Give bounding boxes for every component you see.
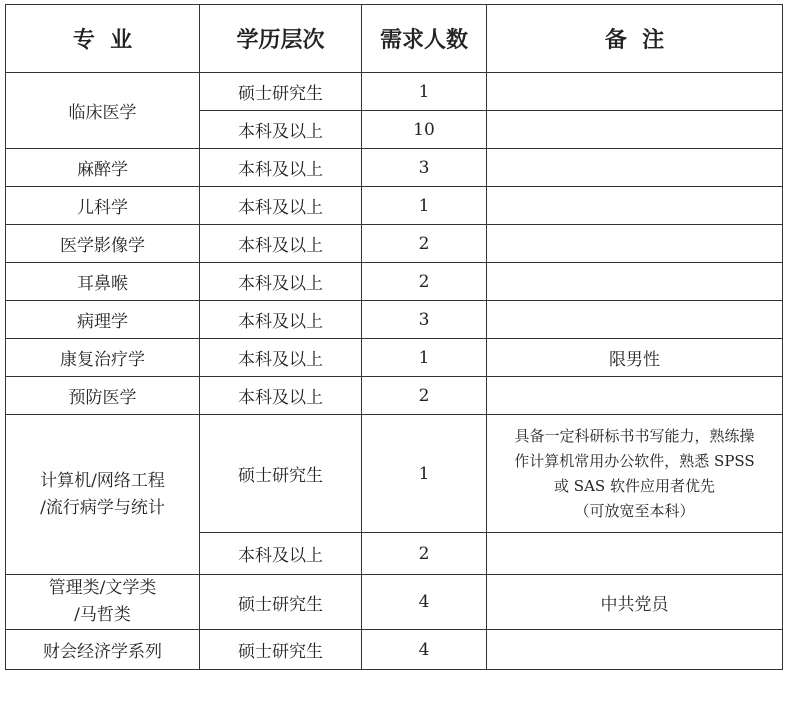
- note-line: 具备一定科研标书书写能力，熟练操: [514, 426, 755, 445]
- recruitment-table: [5, 4, 783, 670]
- table-row: [6, 263, 783, 301]
- count-cell: 1: [362, 339, 487, 377]
- major-cell: 医学影像学: [6, 225, 200, 263]
- major-line: /马哲类: [74, 605, 131, 625]
- major-cell: 临床医学: [6, 73, 200, 149]
- major-cell: 预防医学: [6, 377, 200, 415]
- table-row: [6, 339, 783, 377]
- level-cell: 本科及以上: [200, 533, 362, 575]
- count-cell: 2: [362, 533, 487, 575]
- table-row: [6, 301, 783, 339]
- level-cell: 本科及以上: [200, 263, 362, 301]
- header-level: 学历层次: [200, 5, 362, 73]
- major-cell: [6, 415, 200, 575]
- level-cell: 本科及以上: [200, 339, 362, 377]
- count-cell: 3: [362, 149, 487, 187]
- table-row: [6, 187, 783, 225]
- count-cell: 1: [362, 73, 487, 111]
- major-cell: 病理学: [6, 301, 200, 339]
- count-cell: 2: [362, 263, 487, 301]
- level-cell: 本科及以上: [200, 377, 362, 415]
- note-cell: [487, 301, 783, 339]
- table-row: [6, 149, 783, 187]
- header-count: 需求人数: [362, 5, 487, 73]
- major-cell: 麻醉学: [6, 149, 200, 187]
- table-row: [6, 630, 783, 670]
- major-cell: 财会经济学系列: [6, 630, 200, 670]
- note-line: （可放宽至本科）: [574, 501, 695, 520]
- major-line: /流行病学与统计: [40, 497, 165, 518]
- count-cell: 2: [362, 377, 487, 415]
- header-row: [6, 5, 783, 73]
- count-cell: 10: [362, 111, 487, 149]
- level-cell: 硕士研究生: [200, 575, 362, 630]
- count-cell: 2: [362, 225, 487, 263]
- note-cell: [487, 73, 783, 111]
- note-cell: [487, 377, 783, 415]
- major-cell: [6, 575, 200, 630]
- note-cell: [487, 149, 783, 187]
- note-cell: [487, 187, 783, 225]
- table-row: [6, 73, 783, 111]
- note-cell: [487, 225, 783, 263]
- level-cell: 本科及以上: [200, 301, 362, 339]
- note-cell: [487, 630, 783, 670]
- header-note: 备 注: [487, 5, 783, 73]
- note-cell: [487, 415, 783, 533]
- level-cell: 本科及以上: [200, 149, 362, 187]
- table-row: [6, 225, 783, 263]
- major-cell: 儿科学: [6, 187, 200, 225]
- count-cell: 1: [362, 415, 487, 533]
- major-cell: 耳鼻喉: [6, 263, 200, 301]
- note-cell: [487, 263, 783, 301]
- note-line: 或 SAS 软件应用者优先: [554, 476, 715, 495]
- count-cell: 4: [362, 630, 487, 670]
- level-cell: 硕士研究生: [200, 415, 362, 533]
- count-cell: 1: [362, 187, 487, 225]
- table-row: [6, 415, 783, 533]
- header-major: 专 业: [6, 5, 200, 73]
- level-cell: 硕士研究生: [200, 73, 362, 111]
- note-line: 作计算机常用办公软件，熟悉 SPSS: [514, 451, 755, 470]
- major-line: 计算机/网络工程: [40, 470, 165, 491]
- table-row: [6, 377, 783, 415]
- major-line: 管理类/文学类: [48, 578, 157, 598]
- level-cell: 本科及以上: [200, 111, 362, 149]
- level-cell: 硕士研究生: [200, 630, 362, 670]
- level-cell: 本科及以上: [200, 187, 362, 225]
- count-cell: 4: [362, 575, 487, 630]
- table-row: [6, 575, 783, 630]
- note-cell: 限男性: [487, 339, 783, 377]
- note-cell: [487, 533, 783, 575]
- major-cell: 康复治疗学: [6, 339, 200, 377]
- level-cell: 本科及以上: [200, 225, 362, 263]
- note-cell: 中共党员: [487, 575, 783, 630]
- count-cell: 3: [362, 301, 487, 339]
- note-cell: [487, 111, 783, 149]
